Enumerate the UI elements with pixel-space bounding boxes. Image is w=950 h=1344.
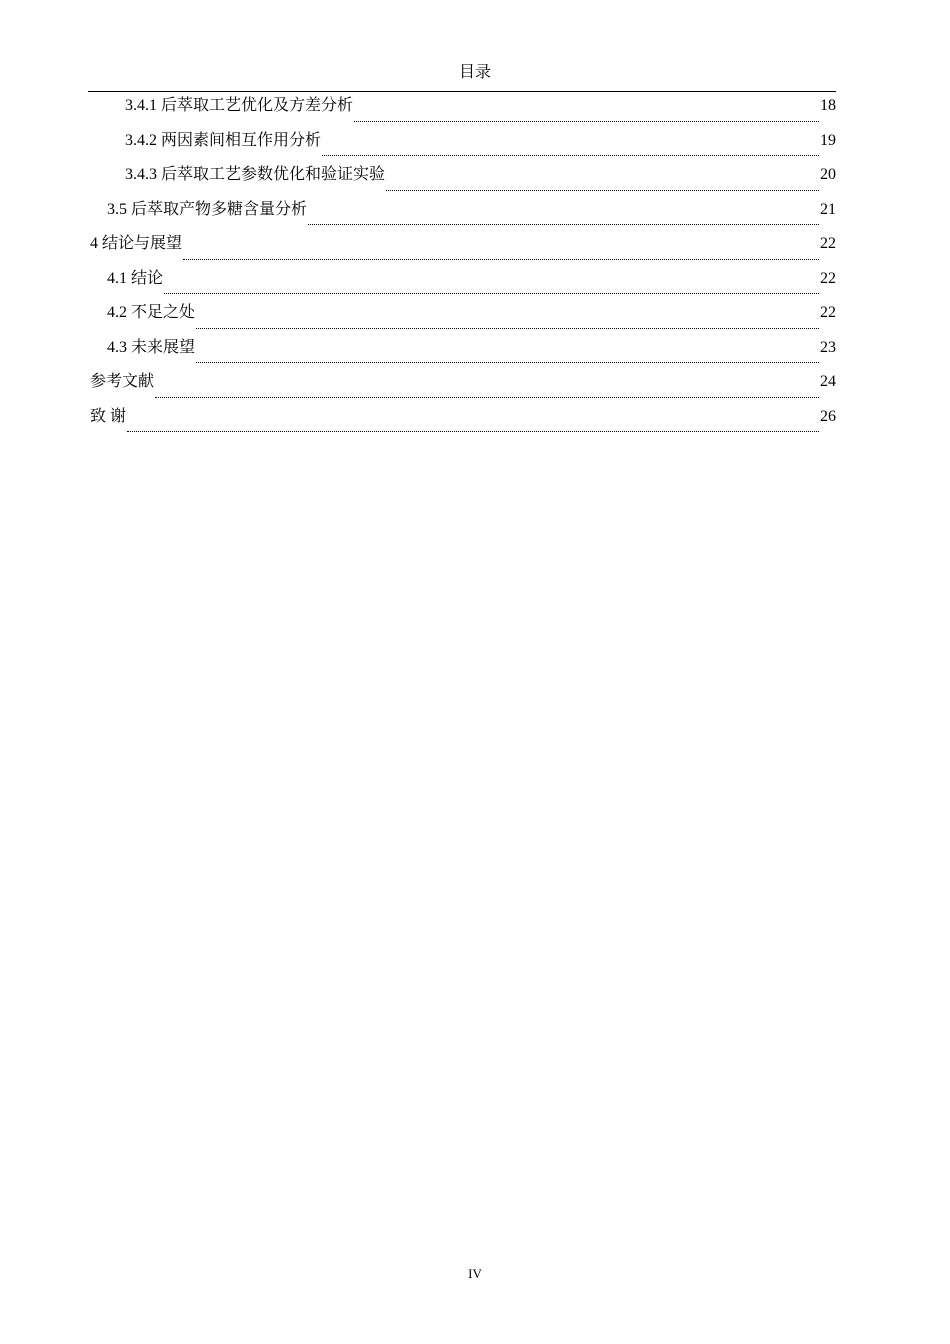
toc-entry-label: 4.2 不足之处	[107, 304, 196, 321]
toc-entry-page: 26	[820, 407, 836, 425]
toc-leader-dots	[196, 346, 819, 363]
toc-entry[interactable]	[90, 299, 836, 334]
toc-entry-page: 21	[820, 200, 836, 218]
toc-entry[interactable]	[90, 334, 836, 369]
toc-leader-dots	[164, 277, 819, 294]
toc-entry[interactable]	[90, 265, 836, 300]
toc-entry-label: 4.1 结论	[107, 269, 164, 287]
toc-leader-dots	[308, 208, 819, 225]
toc-entry-label: 3.4.3 后萃取工艺参数优化和验证实验	[125, 166, 386, 183]
toc-entry-label: 致 谢	[90, 407, 127, 425]
table-of-contents	[90, 92, 836, 437]
toc-entry-label: 3.5 后萃取产物多糖含量分析	[107, 200, 308, 218]
toc-leader-dots	[183, 243, 819, 260]
toc-leader-dots	[386, 174, 819, 191]
toc-entry-label: 4.3 未来展望	[107, 338, 196, 356]
toc-entry-page: 22	[820, 304, 836, 321]
toc-entry[interactable]	[90, 196, 836, 231]
toc-entry-page: 19	[820, 131, 836, 149]
toc-leader-dots	[127, 415, 819, 432]
toc-entry-label: 参考文献	[90, 373, 155, 390]
toc-leader-dots	[155, 381, 819, 398]
toc-entry[interactable]	[90, 230, 836, 265]
toc-entry[interactable]	[90, 161, 836, 196]
toc-entry[interactable]	[90, 127, 836, 162]
toc-leader-dots	[322, 139, 819, 156]
page-header-title: 目录	[458, 64, 491, 81]
toc-entry-label: 3.4.1 后萃取工艺优化及方差分析	[125, 97, 354, 114]
toc-entry-page: 24	[820, 373, 836, 390]
toc-entry-page: 20	[820, 166, 836, 183]
toc-entry-page: 23	[820, 338, 836, 356]
page-number: IV	[468, 1266, 482, 1281]
toc-entry-label: 3.4.2 两因素间相互作用分析	[125, 131, 322, 149]
toc-entry[interactable]	[90, 368, 836, 403]
toc-entry-page: 22	[820, 235, 836, 252]
toc-leader-dots	[196, 312, 819, 329]
toc-entry[interactable]	[90, 92, 836, 127]
toc-leader-dots	[354, 105, 819, 122]
toc-entry[interactable]	[90, 403, 836, 438]
toc-entry-page: 22	[820, 269, 836, 287]
toc-entry-page: 18	[820, 97, 836, 114]
toc-entry-label: 4 结论与展望	[90, 235, 183, 252]
